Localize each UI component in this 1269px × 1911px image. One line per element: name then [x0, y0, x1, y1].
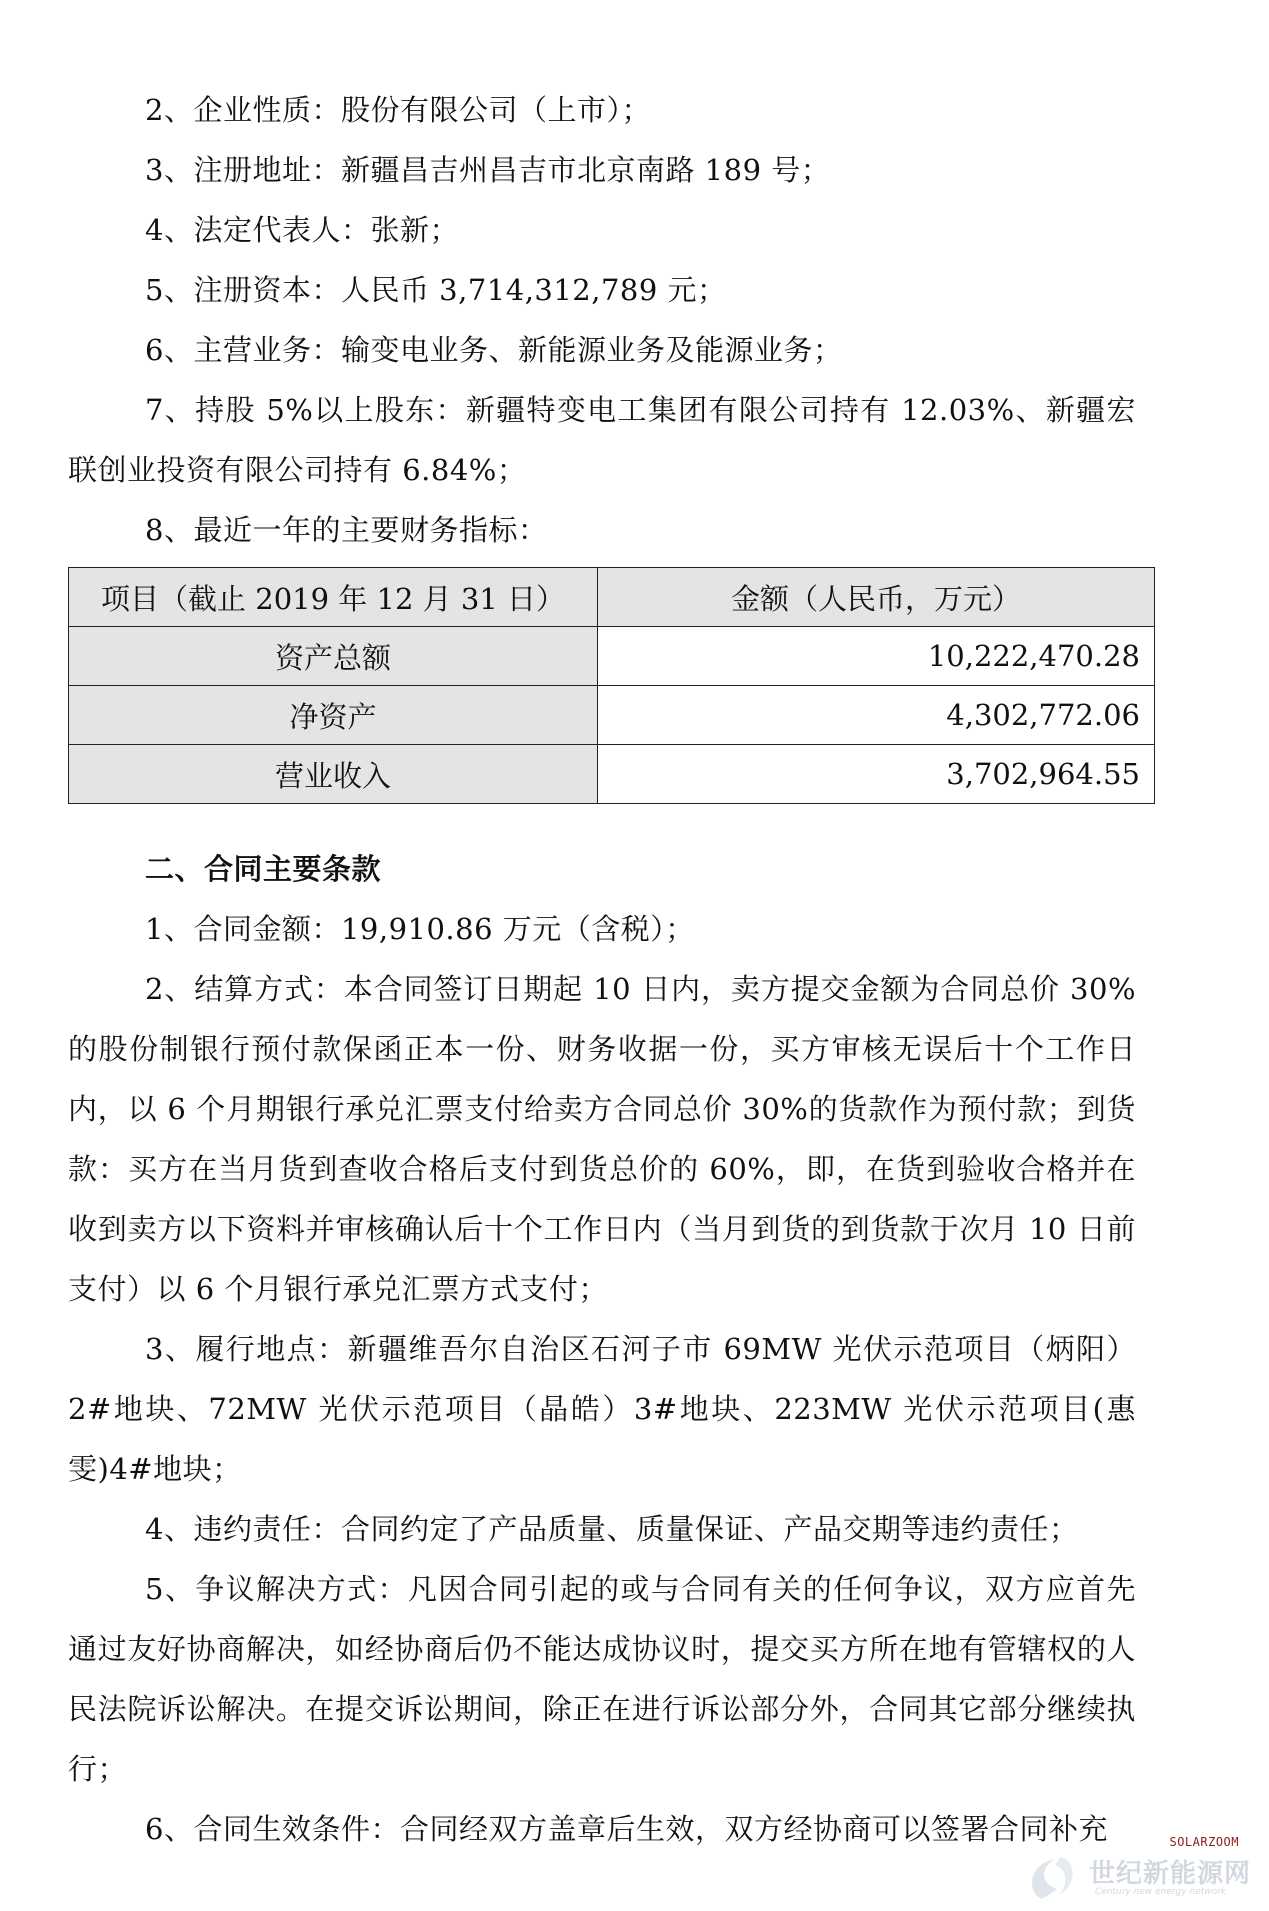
table-cell-label: 营业收入 — [69, 745, 598, 804]
table-cell-value: 10,222,470.28 — [598, 627, 1155, 686]
solarzoom-watermark: SOLARZOOM — [1169, 1835, 1239, 1849]
paragraph-legal-representative: 4、法定代表人：张新； — [145, 213, 459, 247]
section-title: 二、合同主要条款 — [145, 852, 382, 886]
paragraph-liability: 4、违约责任：合同约定了产品质量、质量保证、产品交期等违约责任； — [145, 1512, 1079, 1546]
paragraph-main-business: 6、主营业务：输变电业务、新能源业务及能源业务； — [145, 333, 843, 367]
financial-table — [68, 567, 1155, 804]
table-row — [69, 686, 1155, 745]
paragraph-effective-conditions: 6、合同生效条件：合同经双方盖章后生效，双方经协商可以签署合同补充 — [145, 1812, 1108, 1846]
table-header-row — [69, 568, 1155, 627]
table-header-item: 项目（截止 2019 年 12 月 31 日） — [69, 568, 598, 627]
table-cell-value: 4,302,772.06 — [598, 686, 1155, 745]
watermark-cn-text: 世纪新能源网 — [1089, 1859, 1252, 1889]
watermark-en-text: Century new energy network — [1095, 1887, 1227, 1897]
table-cell-value: 3,702,964.55 — [598, 745, 1155, 804]
paragraph-performance-location: 3、履行地点：新疆维吾尔自治区石河子市 69MW 光伏示范项目（炳阳）2#地块、72MW 光伏示范项目（晶皓）3#地块、223MW 光伏示范项目(惠雯)4#地块； — [68, 1332, 1136, 1486]
paragraph-financial-indicators: 8、最近一年的主要财务指标： — [145, 513, 548, 547]
table-cell-label: 资产总额 — [69, 627, 598, 686]
table-row — [69, 627, 1155, 686]
paragraph-settlement: 2、结算方式：本合同签订日期起 10 日内，卖方提交金额为合同总价 30%的股份制银行预付款保函正本一份、财务收据一份，买方审核无误后十个工作日内，以 6 个月期银行承兑汇票支付给卖方合同总价 30%的货款作为预付款；到货款：买方在当月货到查收合格后支付到货总价的 60%，即，在货到验收合格并在收到卖方以下资料并审核确认后十个工作日内（当月到货的到货款于次月 10 日前支付）以 6 个月银行承兑汇票方式支付； — [68, 972, 1136, 1306]
paragraph-major-shareholders: 7、持股 5%以上股东：新疆特变电工集团有限公司持有 12.03%、新疆宏联创业投资有限公司持有 6.84%； — [68, 393, 1136, 487]
table-cell-label: 净资产 — [69, 686, 598, 745]
paragraph-contract-amount: 1、合同金额：19,910.86 万元（含税）； — [145, 912, 695, 946]
paragraph-dispute-resolution: 5、争议解决方式：凡因合同引起的或与合同有关的任何争议，双方应首先通过友好协商解决，如经协商后仍不能达成协议时，提交买方所在地有管辖权的人民法院诉讼解决。在提交诉讼期间，除正在进行诉讼部分外，合同其它部分继续执行； — [68, 1572, 1136, 1786]
paragraph-enterprise-nature: 2、企业性质：股份有限公司（上市）； — [145, 93, 651, 127]
paragraph-registered-capital: 5、注册资本：人民币 3,714,312,789 元； — [145, 273, 727, 307]
watermark-logo — [1011, 1849, 1251, 1907]
paragraph-registered-address: 3、注册地址：新疆昌吉州昌吉市北京南路 189 号； — [145, 153, 831, 187]
table-header-amount: 金额（人民币，万元） — [598, 568, 1155, 627]
table-row — [69, 745, 1155, 804]
